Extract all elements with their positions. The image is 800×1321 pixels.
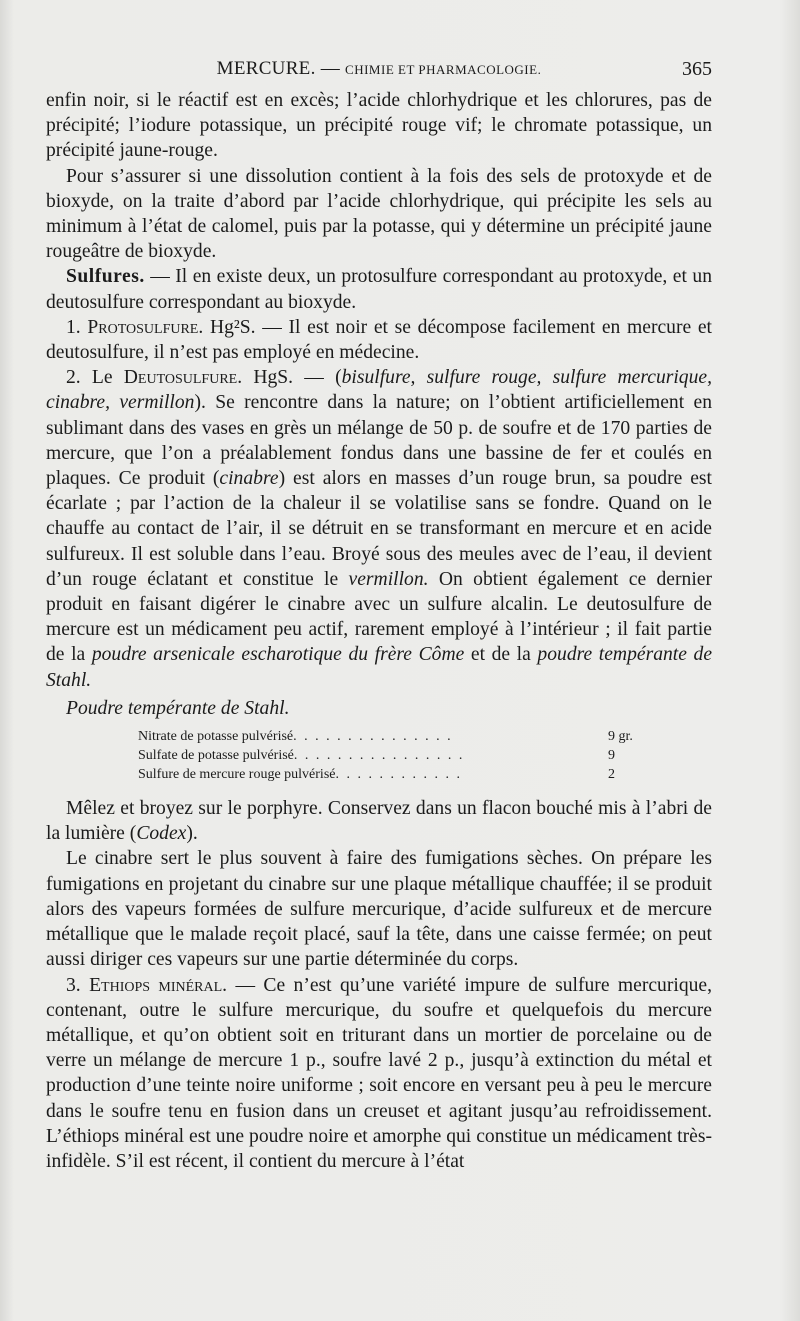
synonyms: bisulfure, sulfure rouge, sulfure mercurique, cinabre, vermillon <box>46 367 712 414</box>
term-sulfures: Sulfures. <box>66 266 145 288</box>
recipe-row <box>138 727 633 746</box>
leader-dots: . . . . . . . . . . . . <box>335 767 462 783</box>
ingredient: Sulfate de potasse pulvérisé <box>138 748 294 764</box>
paragraph-continuation: enfin noir, si le réactif est en excès; l’acide chlorhydrique et les chlorures, pas de précipité; l’iodure potassique, un précipité rouge vif; le chromate potassique, un précipité jaune-rouge. <box>46 90 712 162</box>
quantity: 9 gr. <box>608 729 633 745</box>
quantity: 9 <box>608 748 615 764</box>
running-header <box>46 52 712 86</box>
body-text <box>46 88 712 1174</box>
paragraph-protosulfure: 1. Protosulfure. Hg²S. — Il est noir et se décompose facilement en mercure et deutosulfure, il n’est pas employé en médecine. <box>46 316 712 364</box>
header-dash: — <box>315 58 346 79</box>
formula-hg2s: Hg²S. <box>203 316 256 338</box>
term-deutosulfure: Deutosulfure. <box>123 367 243 389</box>
paragraph-fumigations: Le cinabre sert le plus souvent à faire des fumigations sèches. On prépare les fumigations en projetant du cinabre sur une plaque métallique chauffée; il se produit alors des vapeurs formées de sulfure mercurique, d’acide sulfureux et de mercure métallique que le malade reçoit placé, sauf la tête, dans une caisse fermée; on peut aussi diriger ces vapeurs sur une partie déterminée du corps. <box>46 848 712 971</box>
formula-title: Poudre tempérante de Stahl. <box>66 697 290 719</box>
leader-dots: . . . . . . . . . . . . . . . <box>293 729 453 745</box>
leader-dots: . . . . . . . . . . . . . . . . <box>293 748 465 764</box>
formula-hgs: HgS. <box>242 367 294 389</box>
paragraph-ethiops: 3. Ethiops minéral. — Ce n’est qu’une variété impure de sulfure mercurique, contenant, outre le sulfure mercurique, du soufre et quelquefois du mercure métallique, et qu’on obtient soit en triturant dans un mortier de porcelaine ou de verre un mélange de mercure 1 p., soufre lavé 2 p., jusqu’à extinction du métal et production d’une teinte noire uniforme ; soit encore en versant peu à peu le mercure dans le soufre tenu en fusion dans un creuset et agitant jusqu’au refroidissement. L’éthiops minéral est une poudre noire et amorphe qui constitue un médicament très-infidèle. S’il est récent, il contient du mercure à l’état <box>46 974 713 1172</box>
ingredient: Nitrate de potasse pulvérisé <box>138 729 294 745</box>
paragraph-protoxyde-bioxyde: Pour s’assurer si une dissolution contient à la fois des sels de protoxyde et de bioxyde, on la traite d’abord par l’acide chlorhydrique, qui précipite les sels au minimum à l’état de calomel, puis par la potasse, qui y détermine un précipité jaune rougeâtre de bioxyde. <box>46 165 712 263</box>
paragraph-sulfures: Sulfures. — Il en existe deux, un protosulfure correspondant au protoxyde, et un deutosulfure correspondant au bioxyde. <box>46 266 712 313</box>
page-number: 365 <box>682 58 712 80</box>
paragraph-melez: Mêlez et broyez sur le porphyre. Conservez dans un flacon bouché mis à l’abri de la lumière (Codex). <box>46 798 712 845</box>
term-protosulfure: Protosulfure. <box>87 316 204 338</box>
recipe-row <box>138 765 633 784</box>
codex-ref: Codex <box>136 823 187 845</box>
ingredient: Sulfure de mercure rouge pulvérisé <box>138 767 336 783</box>
header-main: MERCURE. <box>216 58 316 79</box>
quantity: 2 <box>608 767 615 783</box>
recipe-table <box>138 727 633 784</box>
paragraph-deutosulfure: 2. Le Deutosulfure. HgS. — (bisulfure, sulfure rouge, sulfure mercurique, cinabre, vermillon). Se rencontre dans la nature; on l’obtient artificiellement en sublimant dans des vases en grès un mélange de 50 p. de soufre et de 170 parties de mercure, que l’on a préalablement fondus dans une bassine de fer et coulés en plaques. Ce produit (cinabre) est alors en masses d’un rouge brun, sa poudre est écarlate ; par l’action de la chaleur il se volatilise sans se fondre. Quand on le chauffe au contact de l’air, il se détruit en se transformant en mercure et en acide sulfureux. Il est soluble dans l’eau. Broyé sous des meules avec de l’eau, il devient d’un rouge éclatant et constitue le vermillon. On obtient également ce dernier produit en faisant digérer le cinabre avec un sulfure alcalin. Le deutosulfure de mercure est un médicament peu actif, rarement employé à l’intérieur ; il fait partie de la poudre arsenicale escharotique du frère Côme et de la poudre tempérante de Stahl. <box>46 367 713 691</box>
header-subtitle: CHIMIE ET PHARMACOLOGIE. <box>345 62 542 77</box>
term-ethiops: Ethiops minéral. <box>89 974 228 996</box>
header-title <box>46 58 712 80</box>
recipe-row <box>138 746 633 765</box>
